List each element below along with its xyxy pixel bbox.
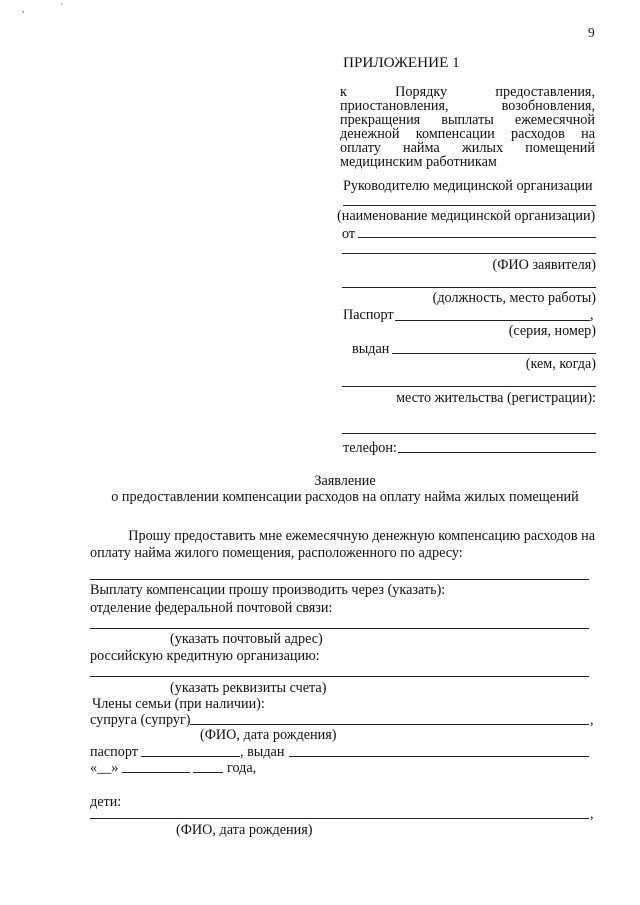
children-comma: , [590,806,594,822]
position-hint: (должность, место работы) [432,290,596,306]
reference-line: медицинским работникам [340,154,497,170]
request-paragraph-line1: Прошу предоставить мне ежемесячную денежную компенсацию расходов на [128,528,595,544]
reference-line: приостановления, возобновления, [340,98,595,114]
spouse-issued-field[interactable] [289,756,589,757]
issued-field[interactable] [392,353,596,354]
addressee-line: Руководителю медицинской организации [343,178,593,194]
bank-label: российскую кредитную организацию: [90,648,320,664]
spouse-issued-label: , выдан [240,744,285,760]
spouse-passport-field[interactable] [141,756,240,757]
children-hint: (ФИО, дата рождения) [176,822,313,838]
residence-field-line2[interactable] [342,433,596,434]
bank-details-hint: (указать реквизиты счета) [170,680,327,696]
payment-label: Выплату компенсации прошу производить через (указать): [90,582,446,598]
scan-mark: ` [60,2,63,12]
org-name-hint: (наименование медицинской организации) [337,208,596,224]
date-day: «__» [90,760,119,776]
date-year-field[interactable] [193,772,223,773]
spouse-hint: (ФИО, дата рождения) [200,727,337,743]
post-address-hint: (указать почтовый адрес) [170,631,323,647]
reference-line: прекращения выплаты ежемесячной [340,112,595,128]
statement-subtitle: о предоставлении компенсации расходов на оплату найма жилых помещений [111,489,579,505]
spouse-comma: , [590,712,594,728]
spouse-field[interactable] [190,724,589,725]
family-label: Члены семьи (при наличии): [92,696,265,712]
issued-hint: (кем, когда) [525,356,596,372]
applicant-fio-field-line2[interactable] [342,253,596,254]
date-month-field[interactable] [122,772,190,773]
position-field[interactable] [342,287,596,288]
post-office-label: отделение федеральной почтовой связи: [90,600,333,616]
reference-line: к Порядку предоставления, [340,84,595,100]
applicant-fio-hint: (ФИО заявителя) [492,257,596,273]
from-label: от [342,226,356,242]
applicant-fio-field[interactable] [358,237,596,238]
year-label: года, [227,760,257,776]
spouse-label: супруга (супруг) [90,712,191,728]
residence-hint: место жительства (регистрации): [396,390,596,406]
residence-field[interactable] [342,386,596,387]
passport-comma: , [590,307,594,323]
issued-label: выдан [352,341,390,357]
address-field[interactable] [90,579,589,580]
passport-field[interactable] [395,320,590,321]
children-field[interactable] [90,818,589,819]
phone-field[interactable] [398,452,596,453]
scan-mark: , [22,4,25,14]
bank-details-field[interactable] [90,676,589,677]
page-number: 9 [588,25,595,40]
passport-label: Паспорт [343,307,394,323]
org-name-field[interactable] [343,205,596,206]
post-address-field[interactable] [90,628,589,629]
request-paragraph-line2: оплату найма жилого помещения, расположенного по адресу: [90,545,463,561]
children-label: дети: [90,794,122,810]
statement-title: Заявление [314,473,376,489]
phone-label: телефон: [343,440,397,456]
spouse-passport-label: паспорт [90,744,138,760]
reference-line: оплату найма жилых помещений [340,140,595,156]
reference-line: денежной компенсации расходов на [340,126,595,142]
appendix-title: ПРИЛОЖЕНИЕ 1 [343,54,460,71]
passport-hint: (серия, номер) [508,323,596,339]
